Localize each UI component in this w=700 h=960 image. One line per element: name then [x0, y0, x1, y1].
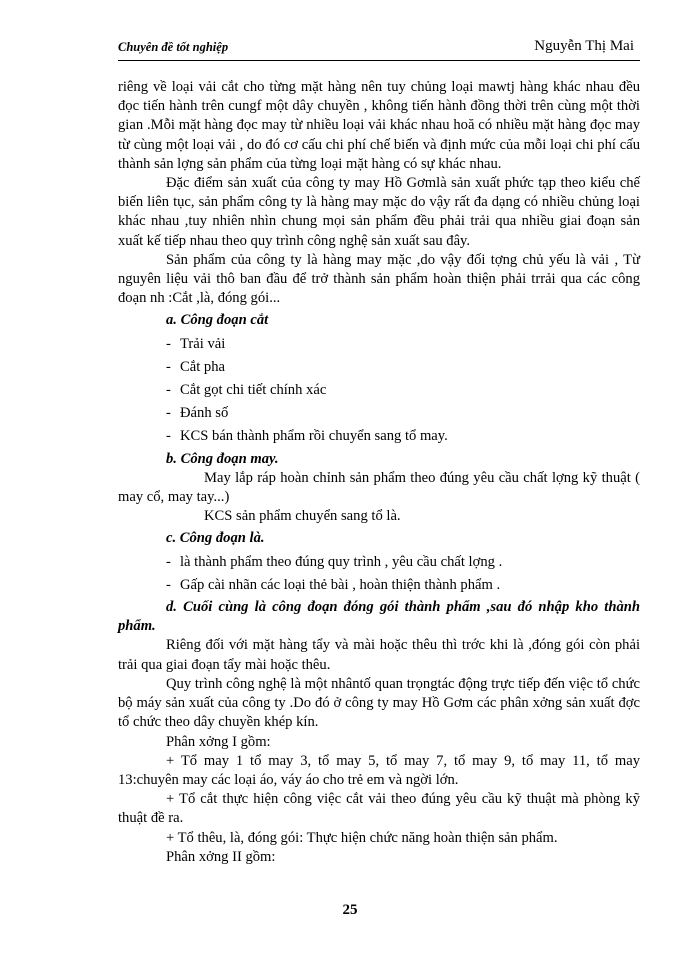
bullet-item — [118, 335, 640, 354]
paragraph: Phân xởng I gồm: — [166, 733, 271, 750]
document-body — [118, 78, 640, 867]
bullet-item — [118, 404, 640, 423]
bullet-marker: - — [166, 428, 171, 445]
header-author: Nguyễn Thị Mai — [534, 38, 634, 54]
header-title: Chuyên đề tốt nghiệp — [118, 40, 229, 54]
bullet-marker: - — [166, 553, 171, 570]
page-header — [118, 38, 640, 61]
paragraph: + Tổ thêu, là, đóng gói: Thực hiện chức năng hoàn thiện sản phẩm. — [166, 829, 558, 846]
bullet-item — [118, 381, 640, 400]
bullet-text: là thành phẩm theo đúng quy trình , yêu cầu chất lợng . — [180, 553, 503, 570]
section-heading-c: c. Công đoạn là. — [166, 530, 265, 547]
page-number: 25 — [342, 902, 358, 918]
paragraph: KCS sản phẩm chuyển sang tổ là. — [204, 508, 401, 525]
bullet-item — [118, 576, 640, 595]
bullet-text: Cắt gọt chi tiết chính xác — [180, 382, 327, 399]
paragraph: riêng về loại vải cắt cho từng mặt hàng nên tuy chủng loại mawtj hàng khác nhau đều đọc tiến hành trên cungf một dây chuyền , không tiến hành đồng thời trên cùng một thời gian .Mỗi mặt hàng đọc may từ nhiều loại vải khác nhau hoă có nhiều mặt hàng đọc may từ cùng một loại vải , do đó cơ cấu chi phí chế biến và định mức của mỗi loại chi phí cấu thành sản lợng sản phẩm của từng loại mặt hàng có sự khác nhau. — [118, 79, 640, 172]
paragraph: May lắp ráp hoàn chỉnh sản phẩm theo đúng yêu cầu chất lợng kỹ thuật ( may cổ, may tay...) — [118, 469, 640, 506]
paragraph: Sản phẩm của công ty là hàng may mặc ,do vậy đối tợng chủ yếu là vải , Từ nguyên liệu vải thô ban đầu để trở thành sản phẩm hoàn thiện phải trrải qua các công đoạn nh :Cắt ,là, đóng gói... — [118, 251, 640, 307]
bullet-item — [118, 358, 640, 377]
bullet-marker: - — [166, 405, 171, 422]
bullet-marker: - — [166, 576, 171, 593]
bullet-item — [118, 553, 640, 572]
paragraph: Riêng đối với mặt hàng tẩy và mài hoặc thêu thì trớc khi là ,đóng gói còn phải trải qua giai đoạn tẩy mài hoặc thêu. — [118, 637, 640, 673]
bullet-marker: - — [166, 382, 171, 399]
paragraph: Phân xởng II gồm: — [166, 848, 276, 865]
bullet-text: Trải vải — [180, 335, 226, 352]
bullet-text: KCS bán thành phẩm rồi chuyển sang tổ may. — [180, 428, 448, 445]
bullet-text: Gấp cài nhãn các loại thẻ bài , hoàn thiện thành phẩm . — [180, 576, 501, 593]
paragraph: + Tổ may 1 tổ may 3, tổ may 5, tổ may 7, tổ may 9, tổ may 11, tổ may 13:chuyên may các loại áo, váy áo cho trẻ em và ngời lớn. — [118, 752, 640, 788]
paragraph: + Tổ cắt thực hiện công việc cắt vải theo đúng yêu cầu kỹ thuật mà phòng kỹ thuật đề ra. — [118, 791, 640, 827]
section-heading-b: b. Công đoạn may. — [166, 450, 279, 467]
paragraph: Đặc điểm sản xuất của công ty may Hồ Gơmlà sản xuất phức tạp theo kiểu chế biến liên tục, sản phẩm công ty là hàng may mặc do vậy rất đa dạng có nhiều chủng loại khác nhau ,tuy nhiên nhìn chung mọi sản phẩm đều phải trải qua nhiều giai đoạn sản xuất kế tiếp nhau theo quy trình công nghệ sản xuất sau đây. — [118, 175, 640, 249]
bullet-marker: - — [166, 358, 171, 375]
paragraph: Quy trình công nghệ là một nhântố quan trọngtác động trực tiếp đến việc tổ chức bộ máy sản xuất của công ty .Do đó ở công ty may Hồ Gơm các phân xởng sản xuất đợc tổ chức theo dây chuyền khép kín. — [118, 675, 640, 731]
section-heading-a: a. Công đoạn cắt — [166, 312, 269, 329]
bullet-item — [118, 427, 640, 446]
bullet-text: Đánh số — [180, 405, 229, 422]
section-heading-d: d. Cuối cùng là công đoạn đóng gói thành phẩm ,sau đó nhập kho thành phẩm. — [118, 599, 640, 635]
bullet-marker: - — [166, 335, 171, 352]
bullet-text: Cắt pha — [180, 358, 225, 375]
